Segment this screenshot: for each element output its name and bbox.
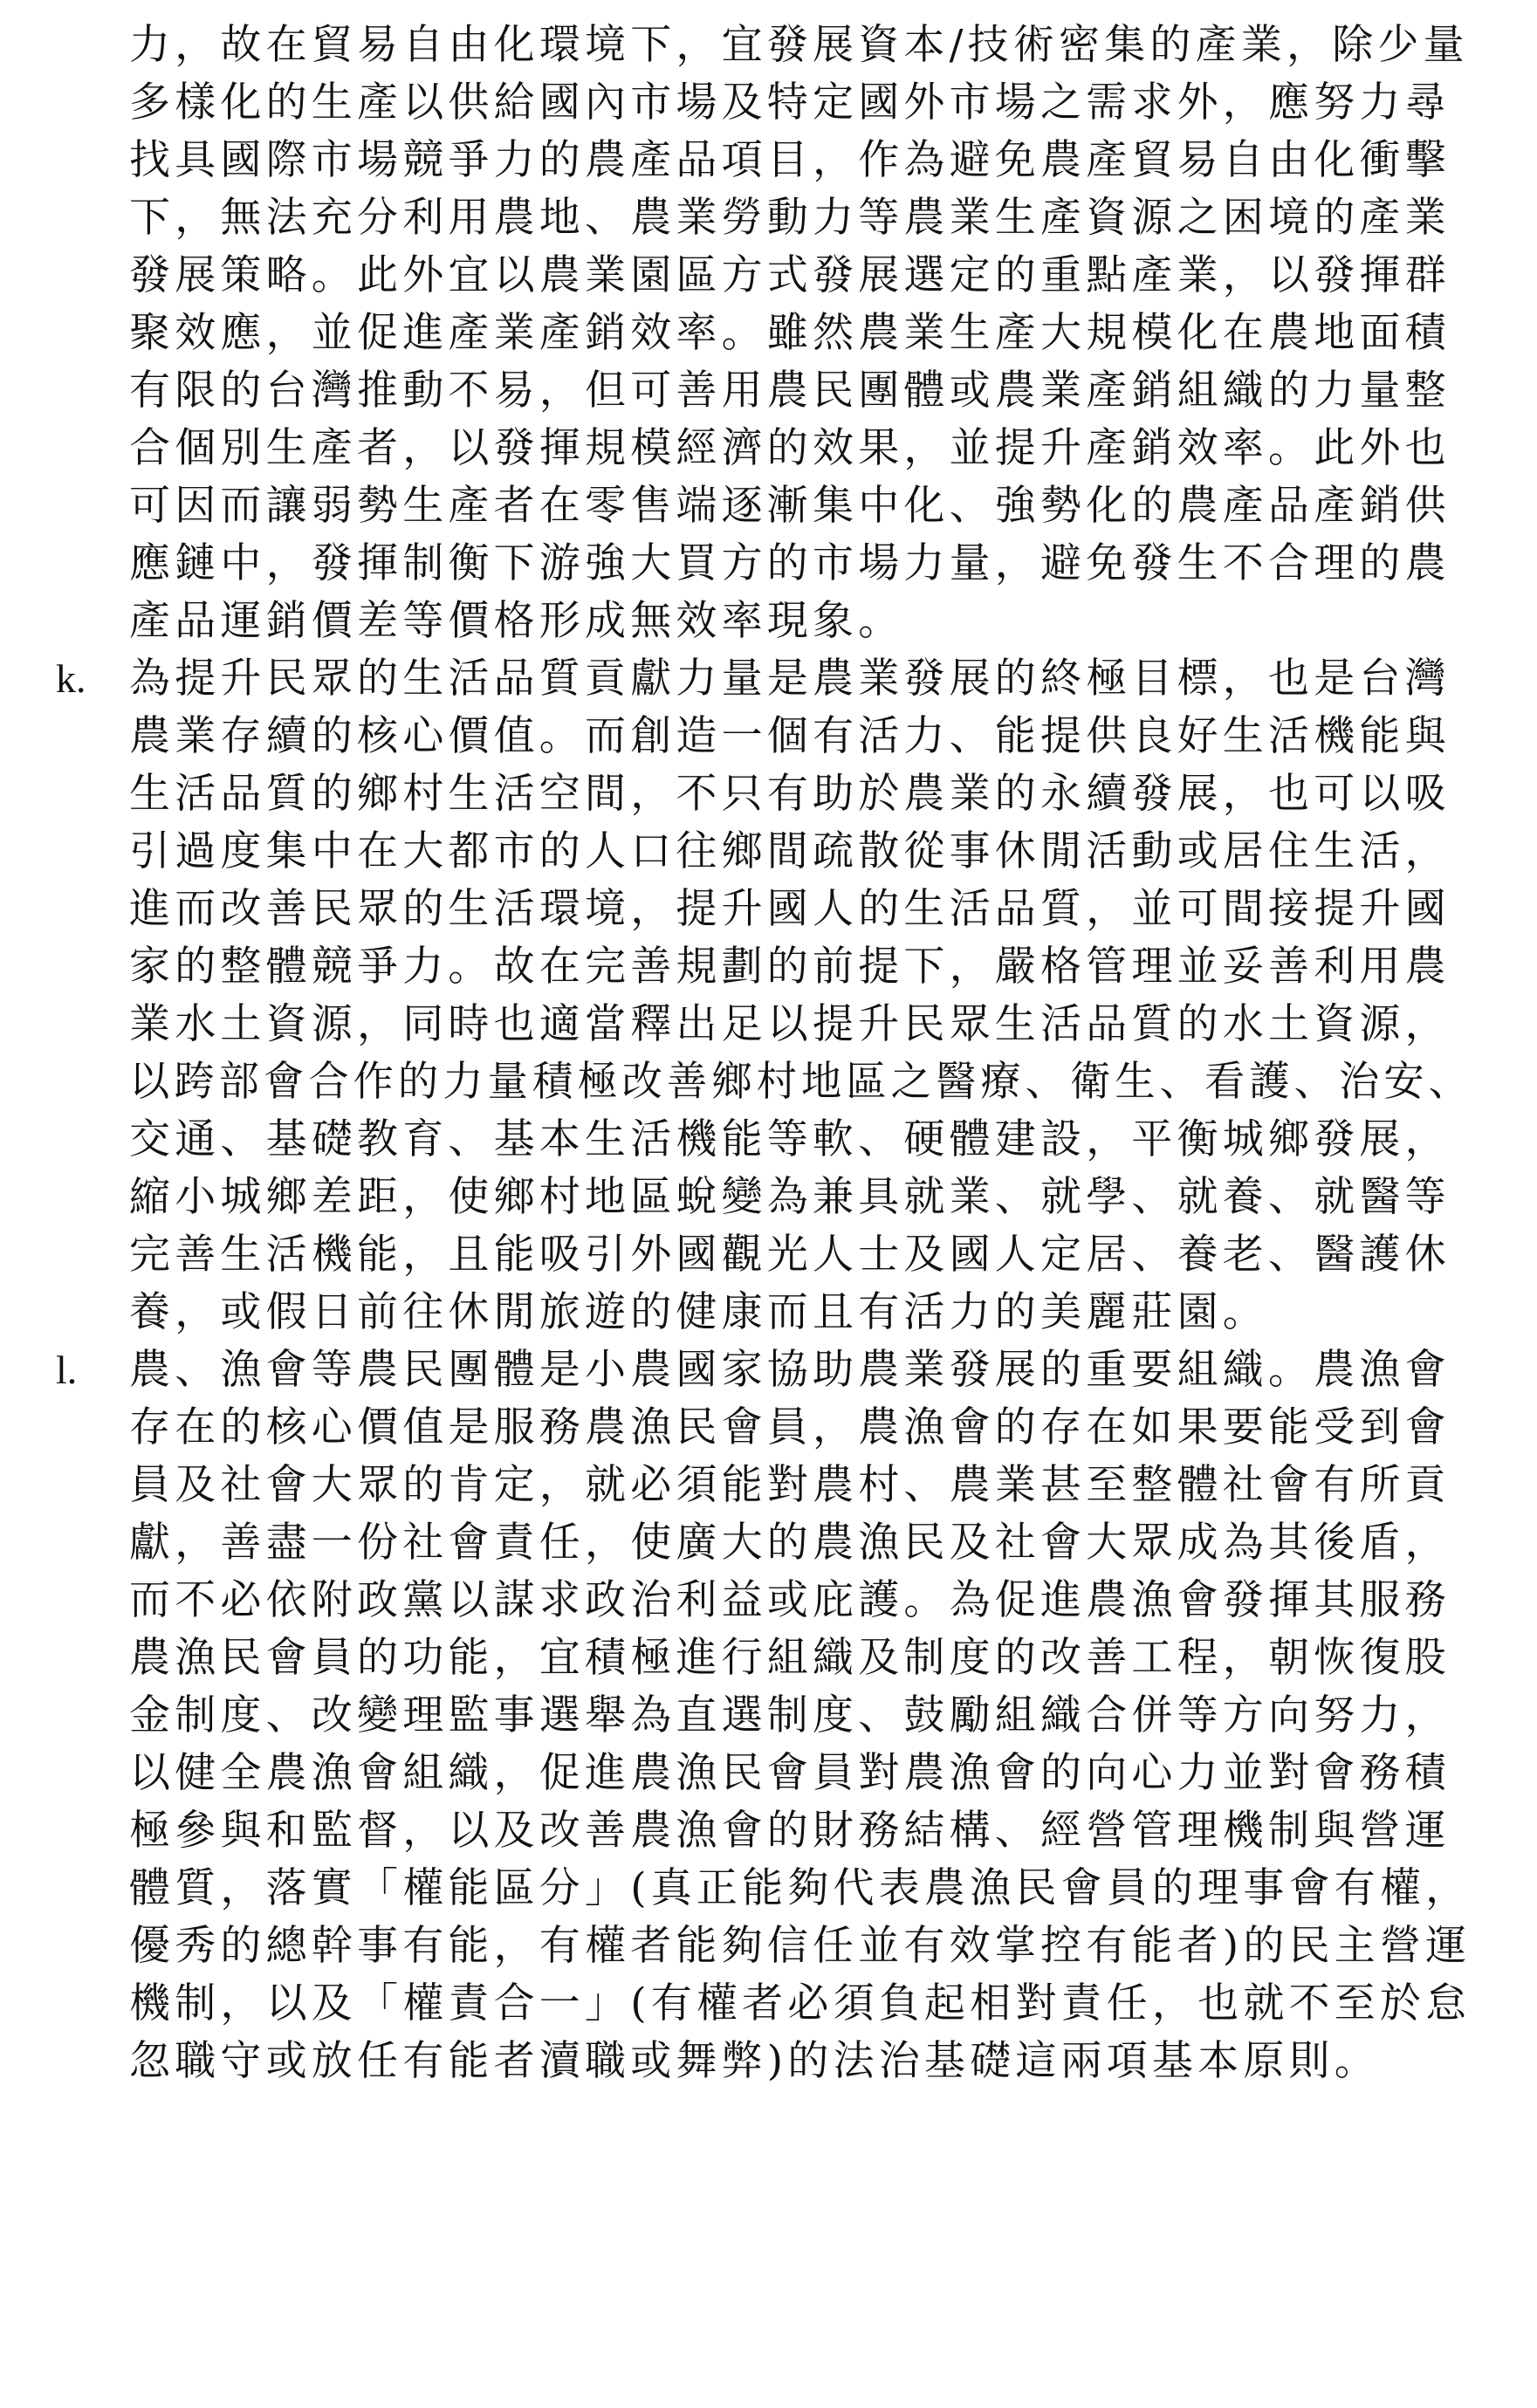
- paragraph-line: 以健全農漁會組織，促進農漁民會員對農漁會的向心力並對會務積: [129, 1749, 1451, 1797]
- item-marker: l.: [56, 1348, 78, 1392]
- paragraph-line: 極參與和監督，以及改善農漁會的財務結構、經營管理機制與營運: [129, 1807, 1451, 1855]
- paragraph-line: 機制，以及「權責合一」(有權者必須負起相對責任，也就不至於怠: [129, 1979, 1472, 2027]
- paragraph-line: 而不必依附政黨以謀求政治利益或庇護。為促進農漁會發揮其服務: [129, 1576, 1451, 1624]
- paragraph-line: 農、漁會等農民團體是小農國家協助農業發展的重要組織。農漁會: [129, 1346, 1451, 1394]
- paragraph-line: 以跨部會合作的力量積極改善鄉村地區之醫療、衛生、看護、治安、: [129, 1058, 1474, 1106]
- paragraph-line: 引過度集中在大都市的人口往鄉間疏散從事休閒活動或居住生活，: [129, 827, 1451, 875]
- paragraph-line: 體質，落實「權能區分」(真正能夠代表農漁民會員的理事會有權，: [129, 1864, 1472, 1912]
- paragraph-line: 力，故在貿易自由化環境下，宜發展資本/技術密集的產業，除少量: [129, 21, 1469, 69]
- item-marker: k.: [56, 656, 86, 701]
- paragraph-line: 合個別生產者，以發揮規模經濟的效果，並提升產銷效率。此外也: [129, 424, 1451, 472]
- paragraph-line: 業水土資源，同時也適當釋出足以提升民眾生活品質的水土資源，: [129, 1000, 1451, 1048]
- paragraph-line: 多樣化的生產以供給國內市場及特定國外市場之需求外，應努力尋: [129, 79, 1451, 127]
- paragraph-line: 可因而讓弱勢生產者在零售端逐漸集中化、強勢化的農產品產銷供: [129, 482, 1451, 530]
- paragraph-line: 應鏈中，發揮制衡下游強大買方的市場力量，避免發生不合理的農: [129, 539, 1451, 587]
- paragraph-line: 養，或假日前往休閒旅遊的健康而且有活力的美麗莊園。: [129, 1288, 1268, 1336]
- paragraph-line: 獻，善盡一份社會責任，使廣大的農漁民及社會大眾成為其後盾，: [129, 1519, 1451, 1567]
- paragraph-line: 進而改善民眾的生活環境，提升國人的生活品質，並可間接提升國: [129, 885, 1451, 933]
- paragraph-line: 家的整體競爭力。故在完善規劃的前提下，嚴格管理並妥善利用農: [129, 943, 1451, 991]
- paragraph-line: 生活品質的鄉村生活空間，不只有助於農業的永續發展，也可以吸: [129, 770, 1451, 818]
- paragraph-line: 農業存續的核心價值。而創造一個有活力、能提供良好生活機能與: [129, 712, 1451, 760]
- paragraph-line: 聚效應，並促進產業產銷效率。雖然農業生產大規模化在農地面積: [129, 309, 1451, 357]
- paragraph-line: 找具國際市場競爭力的農產品項目，作為避免農產貿易自由化衝擊: [129, 136, 1451, 184]
- paragraph-line: 縮小城鄉差距，使鄉村地區蛻變為兼具就業、就學、就養、就醫等: [129, 1173, 1451, 1221]
- paragraph-line: 發展策略。此外宜以農業園區方式發展選定的重點產業，以發揮群: [129, 251, 1451, 299]
- paragraph-line: 存在的核心價值是服務農漁民會員，農漁會的存在如果要能受到會: [129, 1403, 1451, 1451]
- paragraph-line: 產品運銷價差等價格形成無效率現象。: [129, 597, 904, 645]
- paragraph-line: 金制度、改變理監事選舉為直選制度、鼓勵組織合併等方向努力，: [129, 1691, 1451, 1739]
- paragraph-line: 完善生活機能，且能吸引外國觀光人士及國人定居、養老、醫護休: [129, 1231, 1451, 1279]
- paragraph-line: 優秀的總幹事有能，有權者能夠信任並有效掌控有能者)的民主營運: [129, 1922, 1472, 1970]
- paragraph-line: 農漁民會員的功能，宜積極進行組織及制度的改善工程，朝恢復股: [129, 1634, 1451, 1682]
- paragraph-line: 員及社會大眾的肯定，就必須能對農村、農業甚至整體社會有所貢: [129, 1461, 1451, 1509]
- paragraph-line: 交通、基礎教育、基本生活機能等軟、硬體建設，平衡城鄉發展，: [129, 1115, 1451, 1163]
- paragraph-line: 有限的台灣推動不易，但可善用農民團體或農業產銷組織的力量整: [129, 367, 1451, 415]
- paragraph-line: 為提升民眾的生活品質貢獻力量是農業發展的終極目標，也是台灣: [129, 655, 1451, 703]
- paragraph-line: 下，無法充分利用農地、農業勞動力等農業生產資源之困境的產業: [129, 194, 1451, 242]
- paragraph-line: 忽職守或放任有能者瀆職或舞弊)的法治基礎這兩項基本原則。: [129, 2037, 1380, 2085]
